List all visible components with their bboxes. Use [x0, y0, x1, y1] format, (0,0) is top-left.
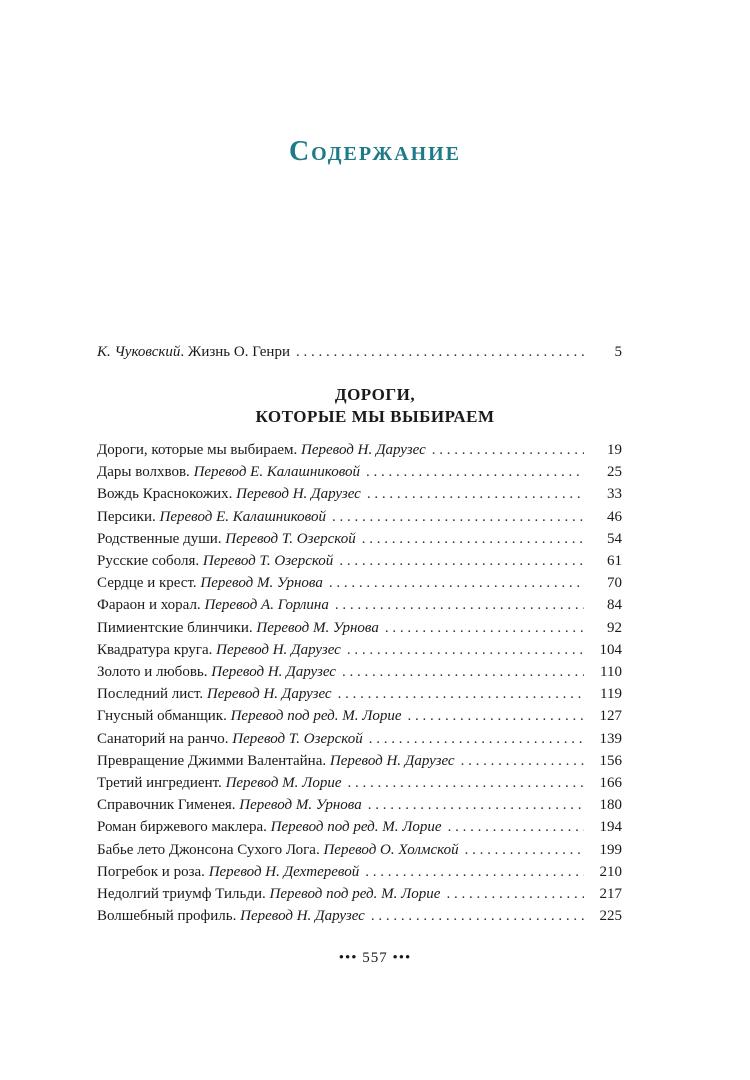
toc-entry-translator: Перевод А. Горлина	[204, 597, 329, 613]
toc-entry-page: 119	[600, 686, 622, 702]
leader-dots	[369, 729, 584, 749]
leader-dots	[362, 529, 584, 549]
toc-entry-text	[97, 640, 341, 660]
toc-entry-title: Волшебный профиль.	[97, 908, 241, 924]
toc-entry-title: Вождь Краснокожих.	[97, 486, 237, 502]
leader-dots	[329, 573, 584, 593]
toc-entry-text	[97, 484, 361, 504]
toc-entry	[97, 817, 622, 837]
toc-entry-page: 217	[599, 886, 622, 902]
toc-entry-translator: Перевод Н. Дарузес	[216, 642, 341, 658]
toc-entry	[97, 862, 622, 882]
toc-entry-text	[97, 906, 365, 926]
toc-entry-text	[97, 884, 440, 904]
section-heading-line-1: ДОРОГИ,	[334, 385, 416, 404]
toc-entry-text	[97, 662, 336, 682]
toc-entry-page: 61	[607, 553, 622, 569]
toc-entry-title: Гнусный обманщик.	[97, 708, 231, 724]
toc-entry-page: 92	[607, 620, 622, 636]
toc-entry-text	[97, 729, 363, 749]
toc-entry-title: Превращение Джимми Валентайна.	[97, 753, 330, 769]
toc-entry-page: 19	[607, 442, 622, 458]
leader-dots	[332, 507, 584, 527]
leader-dots	[347, 640, 584, 660]
toc-entry	[97, 906, 622, 926]
toc-entry	[97, 706, 622, 726]
toc-entry	[97, 640, 622, 660]
leader-dots	[446, 884, 584, 904]
toc-entry-translator: Перевод О. Холмской	[323, 842, 459, 858]
toc-entry	[97, 751, 622, 771]
toc-entry-text	[97, 862, 359, 882]
toc-entry-text	[97, 817, 442, 837]
leader-dots	[432, 440, 584, 460]
toc-entry-title: Сердце и крест.	[97, 575, 201, 591]
toc-entry-text	[97, 840, 459, 860]
toc-entry	[97, 618, 622, 638]
toc-entry-title: Квадратура круга.	[97, 642, 217, 658]
toc-entry-translator: Перевод М. Лорие	[225, 775, 342, 791]
leader-dots	[461, 751, 584, 771]
leader-dots	[371, 906, 584, 926]
toc-entry-page: 5	[614, 344, 622, 360]
toc-entry	[97, 573, 622, 593]
toc-entry-translator: Перевод Т. Озерской	[202, 553, 334, 569]
toc-entry-page: 225	[599, 908, 622, 924]
leader-dots	[408, 706, 584, 726]
toc-entry	[97, 684, 622, 704]
toc-entry-text	[97, 595, 329, 615]
toc-entry-text	[97, 462, 360, 482]
toc-entry-page: 104	[599, 642, 622, 658]
toc-entry-title: Роман биржевого маклера.	[97, 819, 271, 835]
toc-entry-title: Дороги, которые мы выбираем.	[97, 442, 302, 458]
toc-entry-title: Санаторий на ранчо.	[97, 731, 233, 747]
section-heading	[0, 384, 750, 428]
toc-entry-page: 194	[599, 819, 622, 835]
toc-entry-page: 180	[599, 797, 622, 813]
toc-entry-translator: Перевод Н. Дарузес	[301, 442, 426, 458]
leader-dots	[448, 817, 584, 837]
toc-entry-author: К. Чуковский	[97, 344, 181, 360]
toc-entry-page: 84	[607, 597, 622, 613]
toc-entry	[97, 484, 622, 504]
toc-entry-title: Бабье лето Джонсона Сухого Лога.	[97, 842, 324, 858]
toc-entry-translator: Перевод Н. Дехтеревой	[208, 864, 360, 880]
toc-entry-author-sep: .	[180, 344, 188, 360]
toc-entry-text	[97, 684, 332, 704]
toc-entry-translator: Перевод под ред. М. Лорие	[230, 708, 402, 724]
toc-entry-text	[97, 440, 426, 460]
toc-entry-title: Фараон и хорал.	[97, 597, 205, 613]
toc-entry-page: 127	[599, 708, 622, 724]
toc-entry	[97, 595, 622, 615]
toc-entry	[97, 884, 622, 904]
toc-entry-text	[97, 706, 402, 726]
toc-entry	[97, 840, 622, 860]
toc-entry	[97, 462, 622, 482]
toc-entry	[97, 773, 622, 793]
toc-entry-translator: Перевод Е. Калашниковой	[159, 509, 326, 525]
toc-entry-page: 33	[607, 486, 622, 502]
leader-dots	[365, 862, 584, 882]
toc-entry-title: Золото и любовь.	[97, 664, 212, 680]
toc-entry-text	[97, 529, 356, 549]
toc-entry-title: Жизнь О. Генри	[187, 344, 290, 360]
toc-entry-translator: Перевод Н. Дарузес	[211, 664, 336, 680]
toc-entry	[97, 507, 622, 527]
leader-dots	[368, 795, 584, 815]
leader-dots	[465, 840, 584, 860]
toc-entry	[97, 795, 622, 815]
toc-entry-text	[97, 751, 455, 771]
toc-entry-title: Русские соболя.	[97, 553, 203, 569]
toc-entry-translator: Перевод Н. Дарузес	[240, 908, 365, 924]
toc-entry-translator: Перевод М. Урнова	[200, 575, 323, 591]
toc-entry-title: Последний лист.	[97, 686, 207, 702]
toc-entry-text	[97, 795, 362, 815]
page-number-folio: ••• 557 •••	[338, 950, 412, 966]
toc-entry-title: Родственные души.	[97, 531, 226, 547]
leader-dots	[335, 595, 584, 615]
leader-dots	[366, 462, 584, 482]
toc-entry-translator: Перевод М. Урнова	[239, 797, 362, 813]
toc-entry	[97, 529, 622, 549]
toc-entry	[97, 662, 622, 682]
toc-entry-page: 210	[599, 864, 622, 880]
toc-entry-title: Дары волхвов.	[97, 464, 194, 480]
leader-dots	[367, 484, 584, 504]
leader-dots	[347, 773, 584, 793]
leader-dots	[385, 618, 584, 638]
toc-entry-page: 54	[607, 531, 622, 547]
toc-entry-translator: Перевод Е. Калашниковой	[193, 464, 361, 480]
toc-entry	[97, 551, 622, 571]
toc-intro-entry	[97, 342, 622, 362]
toc-entry-page: 199	[599, 842, 622, 858]
toc-entry-translator: Перевод Т. Озерской	[225, 531, 356, 547]
toc-entry-title: Справочник Гименея.	[97, 797, 240, 813]
toc-entry-title: Недолгий триумф Тильди.	[97, 886, 270, 902]
toc-entry	[97, 729, 622, 749]
toc-entry-text	[97, 342, 290, 362]
toc-entry-title: Третий ингредиент.	[97, 775, 226, 791]
leader-dots	[338, 684, 584, 704]
toc-entry-text	[97, 618, 379, 638]
toc-entry-translator: Перевод М. Урнова	[256, 620, 379, 636]
page-title: Содержание	[288, 136, 462, 167]
toc-entry-page: 156	[599, 753, 622, 769]
leader-dots	[339, 551, 584, 571]
toc-entry-title: Персики.	[97, 509, 160, 525]
toc-entry-text	[97, 551, 333, 571]
toc-entry-title: Погребок и роза.	[97, 864, 209, 880]
toc-entry-translator: Перевод Н. Дарузес	[206, 686, 332, 702]
toc-entry-translator: Перевод Т. Озерской	[232, 731, 363, 747]
toc-entry-page: 25	[607, 464, 622, 480]
toc-entry-page: 166	[599, 775, 622, 791]
toc-entry-translator: Перевод Н. Дарузес	[329, 753, 455, 769]
leader-dots	[296, 342, 584, 362]
toc-entry-translator: Перевод Н. Дарузес	[236, 486, 361, 502]
leader-dots	[342, 662, 584, 682]
toc-entry	[97, 440, 622, 460]
toc-entry-title: Пимиентские блинчики.	[97, 620, 257, 636]
toc-entry-page: 46	[607, 509, 622, 525]
toc-entry-translator: Перевод под ред. М. Лорие	[269, 886, 441, 902]
toc-entry-translator: Перевод под ред. М. Лорие	[270, 819, 442, 835]
toc-entry-page: 110	[600, 664, 622, 680]
toc-entry-text	[97, 573, 323, 593]
toc-entry-page: 70	[607, 575, 622, 591]
section-heading-line-2: КОТОРЫЕ МЫ ВЫБИРАЕМ	[255, 407, 495, 426]
toc-entry-page: 139	[599, 731, 622, 747]
toc-entry-text	[97, 507, 326, 527]
toc-entry-text	[97, 773, 341, 793]
